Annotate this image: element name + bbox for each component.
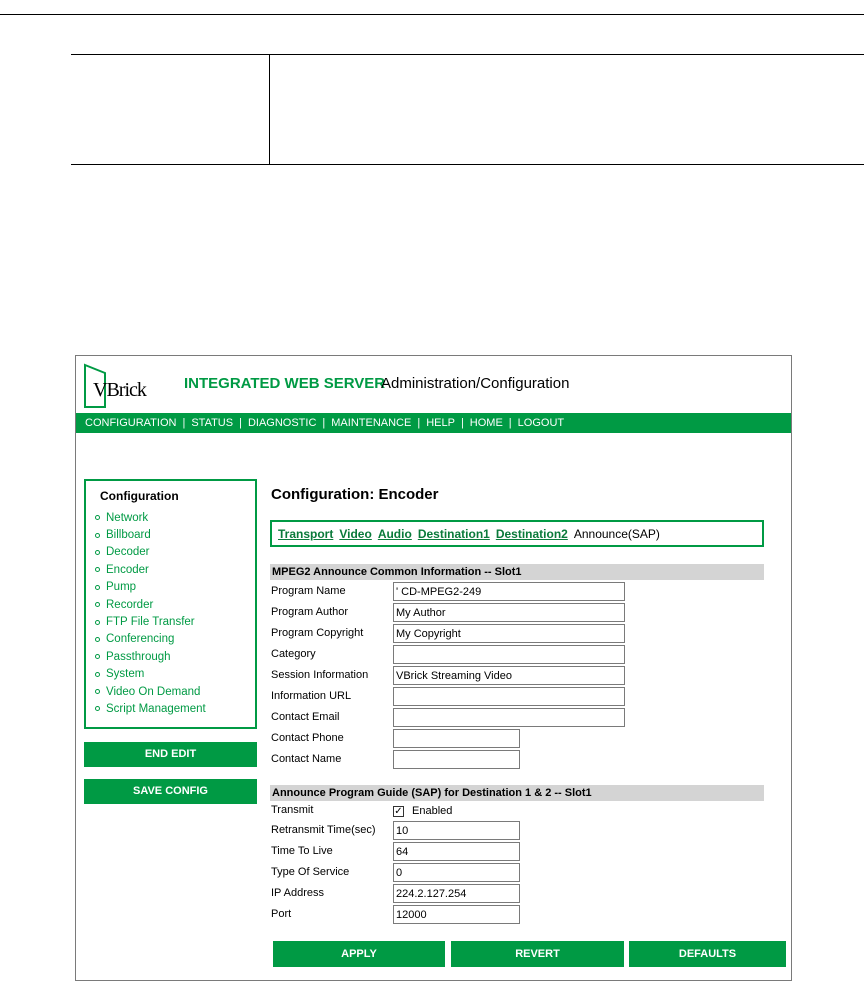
contact-name-input[interactable] — [393, 750, 520, 769]
sidebar-item-label: Conferencing — [106, 633, 175, 646]
checkbox-label: Enabled — [412, 805, 453, 817]
field-label: Contact Email — [271, 711, 340, 723]
contact-phone-input[interactable] — [393, 729, 520, 748]
nav-separator: | — [460, 417, 464, 429]
field-label: Program Name — [271, 585, 346, 597]
revert-button[interactable]: REVERT — [451, 941, 624, 967]
form-row-session-information — [271, 666, 771, 685]
top-navigation-bar — [76, 413, 792, 433]
tab-destination1[interactable]: Destination1 — [417, 526, 490, 541]
sidebar-item-label: Network — [106, 511, 149, 524]
form-row-program-name — [271, 582, 771, 601]
end-edit-button[interactable]: END EDIT — [84, 742, 257, 767]
tab-announce-sap-current: Announce(SAP) — [573, 526, 660, 541]
sidebar-item-encoder[interactable] — [95, 561, 206, 578]
bullet-icon — [95, 515, 100, 520]
sidebar-item-label: Billboard — [106, 529, 151, 542]
field-label: IP Address — [271, 887, 324, 899]
sidebar-item-label: Video On Demand — [106, 685, 201, 698]
field-label: Contact Name — [271, 753, 342, 765]
sidebar-item-label: Encoder — [106, 563, 149, 576]
encoder-tab-bar — [270, 520, 764, 547]
section-header-announce-program-guide: Announce Program Guide (SAP) for Destination 1 & 2 -- Slot1 — [270, 785, 764, 801]
form-row-program-author — [271, 603, 771, 622]
logo-text: VBrick — [93, 379, 146, 401]
field-label: Retransmit Time(sec) — [271, 824, 376, 836]
sidebar-item-decoder[interactable] — [95, 544, 206, 561]
form-row-retransmit-time — [271, 821, 771, 840]
configuration-sidebar — [84, 479, 257, 729]
form-row-contact-email — [271, 708, 771, 727]
sidebar-item-label: Decoder — [106, 546, 150, 559]
nav-status[interactable]: STATUS — [191, 417, 234, 429]
bullet-icon — [95, 672, 100, 677]
contact-email-input[interactable] — [393, 708, 625, 727]
defaults-button[interactable]: DEFAULTS — [629, 941, 786, 967]
bullet-icon — [95, 620, 100, 625]
field-label: Type Of Service — [271, 866, 350, 878]
screenshot-frame — [75, 355, 792, 981]
sidebar-item-label: Recorder — [106, 598, 154, 611]
sidebar-item-ftp-file-transfer[interactable] — [95, 613, 206, 630]
field-label: Program Author — [271, 606, 349, 618]
form-row-program-copyright — [271, 624, 771, 643]
field-label: Contact Phone — [271, 732, 344, 744]
save-config-button[interactable]: SAVE CONFIG — [84, 779, 257, 804]
sidebar-item-network[interactable] — [95, 509, 206, 526]
nav-separator: | — [239, 417, 242, 429]
sidebar-item-conferencing[interactable] — [95, 631, 206, 648]
bullet-icon — [95, 602, 100, 607]
retransmit-time-input[interactable] — [393, 821, 520, 840]
nav-separator: | — [508, 417, 512, 429]
session-information-input[interactable] — [393, 666, 625, 685]
form-row-contact-name — [271, 750, 771, 769]
section-header-mpeg2-announce: MPEG2 Announce Common Information -- Slot1 — [270, 564, 764, 580]
form-row-contact-phone — [271, 729, 771, 748]
sidebar-item-label: FTP File Transfer — [106, 616, 195, 629]
form-row-ip-address — [271, 884, 771, 903]
sidebar-item-billboard[interactable] — [95, 526, 206, 543]
sidebar-item-recorder[interactable] — [95, 596, 206, 613]
sidebar-item-system[interactable] — [95, 666, 206, 683]
form-row-port — [271, 905, 771, 924]
app-title: INTEGRATED WEB SERVER — [184, 375, 386, 392]
nav-logout[interactable]: LOGOUT — [517, 417, 565, 429]
document-top-rule — [0, 14, 864, 15]
nav-help[interactable]: HELP — [426, 417, 455, 429]
program-author-input[interactable] — [393, 603, 625, 622]
form-row-type-of-service — [271, 863, 771, 882]
table-column-divider — [269, 55, 270, 165]
tab-video[interactable]: Video — [339, 526, 372, 541]
sidebar-menu — [95, 509, 206, 718]
nav-maintenance[interactable]: MAINTENANCE — [331, 417, 412, 429]
checkmark-icon: ✓ — [394, 805, 403, 817]
form-row-information-url — [271, 687, 771, 706]
bullet-icon — [95, 689, 100, 694]
bullet-icon — [95, 550, 100, 555]
field-label: Transmit — [271, 804, 314, 816]
nav-home[interactable]: HOME — [469, 417, 503, 429]
bullet-icon — [95, 533, 100, 538]
category-input[interactable] — [393, 645, 625, 664]
field-label: Session Information — [271, 669, 369, 681]
page-title: Configuration: Encoder — [271, 486, 439, 503]
tab-transport[interactable]: Transport — [278, 526, 334, 541]
time-to-live-input[interactable] — [393, 842, 520, 861]
sidebar-item-video-on-demand[interactable] — [95, 683, 206, 700]
nav-configuration[interactable]: CONFIGURATION — [85, 417, 177, 429]
bullet-icon — [95, 585, 100, 590]
field-label: Port — [271, 908, 292, 920]
apply-button[interactable]: APPLY — [273, 941, 445, 967]
sidebar-item-label: Script Management — [106, 702, 206, 715]
bullet-icon — [95, 706, 100, 711]
sidebar-title: Configuration — [100, 489, 179, 503]
nav-separator: | — [182, 417, 186, 429]
sidebar-item-script-management[interactable] — [95, 700, 206, 717]
vbrick-logo — [83, 363, 146, 411]
sidebar-item-label: Pump — [106, 581, 137, 594]
ip-address-input[interactable] — [393, 884, 520, 903]
sidebar-item-passthrough[interactable] — [95, 648, 206, 665]
field-label: Program Copyright — [271, 627, 364, 639]
program-name-input[interactable] — [393, 582, 625, 601]
tab-audio[interactable]: Audio — [377, 526, 412, 541]
form-row-category — [271, 645, 771, 664]
information-url-input[interactable] — [393, 687, 625, 706]
nav-diagnostic[interactable]: DIAGNOSTIC — [247, 417, 317, 429]
field-label: Information URL — [271, 690, 352, 702]
field-label: Category — [271, 648, 316, 660]
sidebar-item-pump[interactable] — [95, 579, 206, 596]
program-copyright-input[interactable] — [393, 624, 625, 643]
type-of-service-input[interactable] — [393, 863, 520, 882]
form-row-transmit — [271, 803, 771, 822]
sidebar-item-label: System — [106, 668, 145, 681]
transmit-enabled-checkbox[interactable] — [393, 805, 452, 817]
app-subtitle: Administration/Configuration — [381, 375, 570, 392]
form-row-time-to-live — [271, 842, 771, 861]
nav-separator: | — [417, 417, 421, 429]
document-table — [71, 54, 864, 165]
port-input[interactable] — [393, 905, 520, 924]
nav-separator: | — [322, 417, 326, 429]
sidebar-item-label: Passthrough — [106, 650, 171, 663]
bullet-icon — [95, 637, 100, 642]
tab-destination2[interactable]: Destination2 — [495, 526, 568, 541]
field-label: Time To Live — [271, 845, 333, 857]
bullet-icon — [95, 654, 100, 659]
bullet-icon — [95, 567, 100, 572]
